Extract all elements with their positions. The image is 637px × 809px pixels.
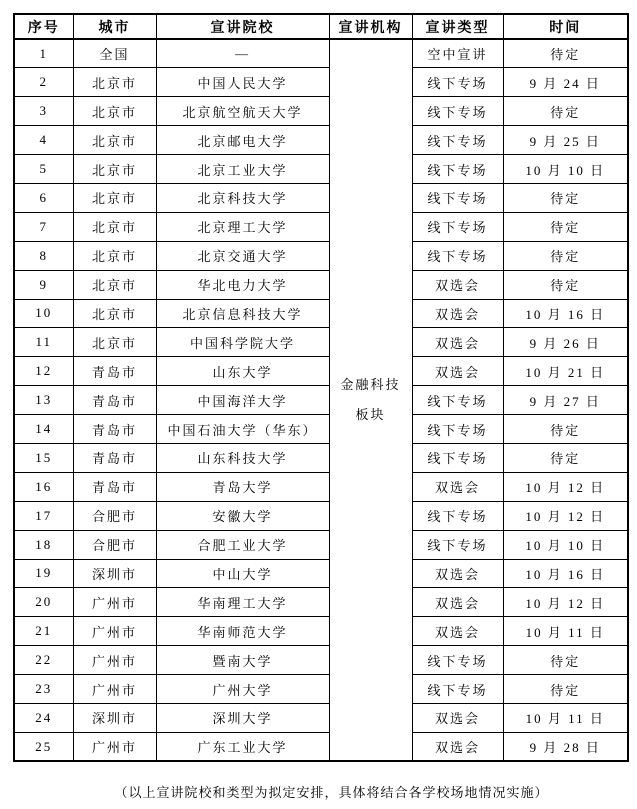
cell-type: 双选会 <box>412 588 503 617</box>
table-body <box>14 39 628 761</box>
header-no: 序号 <box>14 14 73 39</box>
cell-school: 山东科技大学 <box>156 443 329 472</box>
cell-school: 深圳大学 <box>156 703 329 732</box>
cell-type: 双选会 <box>412 559 503 588</box>
header-time: 时间 <box>503 14 628 39</box>
cell-type: 线下专场 <box>412 126 503 155</box>
table-row <box>14 703 628 732</box>
table-row <box>14 386 628 415</box>
cell-city: 深圳市 <box>73 703 156 732</box>
cell-type: 线下专场 <box>412 68 503 97</box>
cell-time: 10 月 10 日 <box>503 530 628 559</box>
table-row <box>14 241 628 270</box>
cell-time: 待定 <box>503 241 628 270</box>
header-city: 城市 <box>73 14 156 39</box>
cell-time: 待定 <box>503 212 628 241</box>
cell-no: 20 <box>14 588 73 617</box>
table-row <box>14 97 628 126</box>
cell-school: 华北电力大学 <box>156 270 329 299</box>
cell-no: 23 <box>14 675 73 704</box>
cell-type: 线下专场 <box>412 675 503 704</box>
cell-no: 1 <box>14 39 73 68</box>
cell-school: 北京科技大学 <box>156 183 329 212</box>
organization-label: 金融科技板块 <box>340 377 401 423</box>
cell-school: 暨南大学 <box>156 646 329 675</box>
cell-school: 华南理工大学 <box>156 588 329 617</box>
cell-school: 安徽大学 <box>156 501 329 530</box>
table-row <box>14 559 628 588</box>
cell-school: — <box>156 39 329 68</box>
cell-type: 线下专场 <box>412 443 503 472</box>
cell-type: 线下专场 <box>412 646 503 675</box>
cell-type: 双选会 <box>412 299 503 328</box>
cell-time: 待定 <box>503 183 628 212</box>
cell-no: 18 <box>14 530 73 559</box>
cell-type: 线下专场 <box>412 155 503 184</box>
cell-no: 9 <box>14 270 73 299</box>
cell-time: 待定 <box>503 97 628 126</box>
cell-no: 22 <box>14 646 73 675</box>
cell-type: 双选会 <box>412 732 503 761</box>
cell-school: 中国海洋大学 <box>156 386 329 415</box>
cell-city: 合肥市 <box>73 501 156 530</box>
cell-city: 北京市 <box>73 270 156 299</box>
table-row <box>14 155 628 184</box>
cell-school: 北京理工大学 <box>156 212 329 241</box>
cell-city: 北京市 <box>73 155 156 184</box>
cell-time: 10 月 10 日 <box>503 155 628 184</box>
cell-type: 空中宣讲 <box>412 39 503 68</box>
cell-city: 青岛市 <box>73 415 156 444</box>
cell-type: 双选会 <box>412 270 503 299</box>
cell-city: 青岛市 <box>73 443 156 472</box>
cell-school: 青岛大学 <box>156 472 329 501</box>
cell-city: 青岛市 <box>73 357 156 386</box>
cell-time: 10 月 11 日 <box>503 617 628 646</box>
cell-school: 中国人民大学 <box>156 68 329 97</box>
cell-no: 11 <box>14 328 73 357</box>
cell-time: 10 月 12 日 <box>503 472 628 501</box>
cell-time: 10 月 12 日 <box>503 501 628 530</box>
cell-city: 北京市 <box>73 241 156 270</box>
header-school: 宣讲院校 <box>156 14 329 39</box>
table-row <box>14 530 628 559</box>
cell-time: 9 月 27 日 <box>503 386 628 415</box>
cell-time: 10 月 21 日 <box>503 357 628 386</box>
cell-city: 北京市 <box>73 126 156 155</box>
cell-no: 2 <box>14 68 73 97</box>
table-row <box>14 501 628 530</box>
cell-no: 4 <box>14 126 73 155</box>
cell-city: 青岛市 <box>73 472 156 501</box>
cell-time: 10 月 16 日 <box>503 299 628 328</box>
cell-type: 双选会 <box>412 328 503 357</box>
cell-school: 北京邮电大学 <box>156 126 329 155</box>
cell-no: 17 <box>14 501 73 530</box>
presentation-schedule-table <box>13 13 629 762</box>
table-header <box>14 14 628 39</box>
cell-city: 全国 <box>73 39 156 68</box>
cell-school: 中山大学 <box>156 559 329 588</box>
table-row <box>14 212 628 241</box>
table-row <box>14 472 628 501</box>
cell-school: 广东工业大学 <box>156 732 329 761</box>
table-row <box>14 415 628 444</box>
table-row <box>14 588 628 617</box>
cell-city: 北京市 <box>73 328 156 357</box>
cell-type: 双选会 <box>412 703 503 732</box>
cell-city: 广州市 <box>73 675 156 704</box>
cell-type: 线下专场 <box>412 183 503 212</box>
cell-school: 中国石油大学（华东） <box>156 415 329 444</box>
header-org: 宣讲机构 <box>329 14 412 39</box>
cell-organization-merged <box>329 39 412 761</box>
cell-school: 华南师范大学 <box>156 617 329 646</box>
cell-type: 线下专场 <box>412 97 503 126</box>
cell-type: 双选会 <box>412 357 503 386</box>
cell-city: 广州市 <box>73 617 156 646</box>
table-row <box>14 328 628 357</box>
cell-no: 25 <box>14 732 73 761</box>
cell-no: 5 <box>14 155 73 184</box>
cell-no: 12 <box>14 357 73 386</box>
cell-no: 13 <box>14 386 73 415</box>
cell-city: 广州市 <box>73 588 156 617</box>
cell-time: 待定 <box>503 270 628 299</box>
cell-type: 双选会 <box>412 617 503 646</box>
cell-time: 9 月 25 日 <box>503 126 628 155</box>
cell-city: 深圳市 <box>73 559 156 588</box>
cell-school: 北京工业大学 <box>156 155 329 184</box>
cell-school: 北京交通大学 <box>156 241 329 270</box>
cell-time: 10 月 11 日 <box>503 703 628 732</box>
cell-city: 合肥市 <box>73 530 156 559</box>
cell-city: 北京市 <box>73 97 156 126</box>
cell-no: 6 <box>14 183 73 212</box>
cell-school: 中国科学院大学 <box>156 328 329 357</box>
table-row <box>14 646 628 675</box>
cell-no: 10 <box>14 299 73 328</box>
cell-time: 待定 <box>503 675 628 704</box>
table-row <box>14 270 628 299</box>
table-row <box>14 39 628 68</box>
cell-type: 线下专场 <box>412 501 503 530</box>
cell-time: 待定 <box>503 646 628 675</box>
header-type: 宣讲类型 <box>412 14 503 39</box>
table-row <box>14 675 628 704</box>
cell-city: 广州市 <box>73 732 156 761</box>
cell-city: 广州市 <box>73 646 156 675</box>
table-row <box>14 183 628 212</box>
table-row <box>14 68 628 97</box>
cell-school: 山东大学 <box>156 357 329 386</box>
cell-no: 21 <box>14 617 73 646</box>
cell-city: 北京市 <box>73 212 156 241</box>
table-row <box>14 357 628 386</box>
cell-school: 北京信息科技大学 <box>156 299 329 328</box>
cell-type: 线下专场 <box>412 530 503 559</box>
cell-no: 14 <box>14 415 73 444</box>
cell-time: 待定 <box>503 39 628 68</box>
header-row <box>14 14 628 39</box>
cell-type: 线下专场 <box>412 415 503 444</box>
cell-city: 北京市 <box>73 183 156 212</box>
cell-time: 10 月 12 日 <box>503 588 628 617</box>
table-row <box>14 299 628 328</box>
cell-type: 双选会 <box>412 472 503 501</box>
cell-city: 北京市 <box>73 299 156 328</box>
cell-no: 19 <box>14 559 73 588</box>
footer-note: （以上宣讲院校和类型为拟定安排，具体将结合各学校场地情况实施） <box>114 785 549 801</box>
cell-time: 待定 <box>503 415 628 444</box>
table-row <box>14 443 628 472</box>
cell-time: 9 月 28 日 <box>503 732 628 761</box>
cell-type: 线下专场 <box>412 241 503 270</box>
cell-no: 24 <box>14 703 73 732</box>
cell-no: 16 <box>14 472 73 501</box>
cell-time: 9 月 26 日 <box>503 328 628 357</box>
cell-city: 北京市 <box>73 68 156 97</box>
cell-school: 广州大学 <box>156 675 329 704</box>
cell-city: 青岛市 <box>73 386 156 415</box>
cell-no: 7 <box>14 212 73 241</box>
table-row <box>14 617 628 646</box>
cell-no: 15 <box>14 443 73 472</box>
cell-no: 3 <box>14 97 73 126</box>
table-row <box>14 126 628 155</box>
table-row <box>14 732 628 761</box>
cell-time: 10 月 16 日 <box>503 559 628 588</box>
cell-school: 合肥工业大学 <box>156 530 329 559</box>
cell-type: 线下专场 <box>412 212 503 241</box>
cell-time: 待定 <box>503 443 628 472</box>
cell-time: 9 月 24 日 <box>503 68 628 97</box>
cell-school: 北京航空航天大学 <box>156 97 329 126</box>
cell-no: 8 <box>14 241 73 270</box>
cell-type: 线下专场 <box>412 386 503 415</box>
